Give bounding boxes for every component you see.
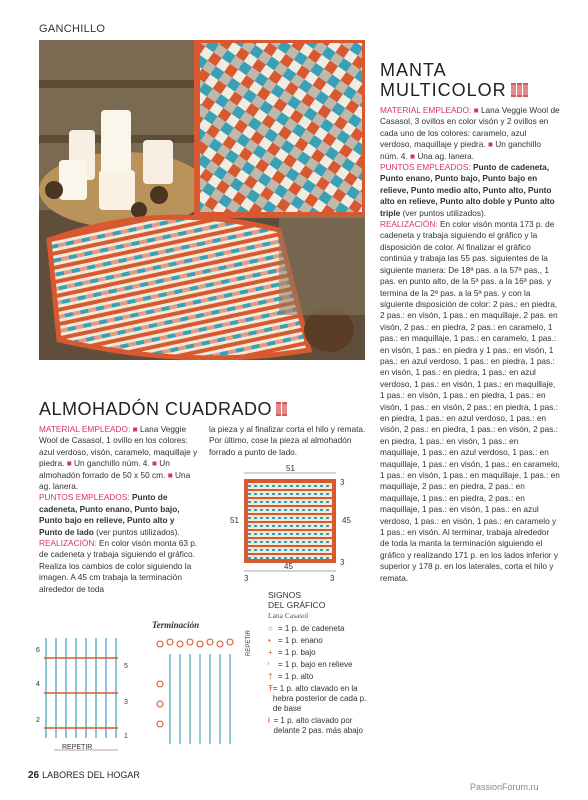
schematic-corner-br: 3 — [330, 574, 335, 583]
magazine-name: LABORES DEL HOGAR — [42, 770, 140, 780]
almohadon-material-text: Lana Veggie Wool de Casasol, 1 ovillo en los colores: azul verdoso, visón, caramelo, maquillaje y piedra. — [39, 424, 198, 469]
legend-symbol-icon: ○ — [268, 624, 273, 633]
manta-material-label: MATERIAL EMPLEADO: — [380, 105, 472, 115]
manta-title-line2: MULTICOLOR — [380, 80, 507, 100]
legend-item — [268, 672, 368, 682]
manta-title-line1: MANTA — [380, 60, 447, 80]
schematic-bottom: 45 — [284, 562, 293, 571]
almohadon-material-label: MATERIAL EMPLEADO: — [39, 424, 131, 434]
almohadon-hook-text: Un ganchillo núm. 4. — [74, 458, 150, 469]
almohadon-title — [39, 399, 288, 421]
legend-text: = 1 p. bajo en relieve — [278, 660, 353, 669]
manta-final-text: Al terminar, trabaja alrededor de toda la manta la terminación siguiendo el gráfico y realizando 171 p. en los lados inferior y superior y 178 p. en los laterales, corta el hilo y remata. — [380, 527, 559, 583]
schematic-left: 51 — [230, 516, 239, 525]
manta-realizacion-text: En color visón monta 173 p. de cadeneta y trabaja siguiendo el gráfico y la disposición de color. Al finalizar el gráfico continúa y trabaja las 55 pas. siguientes de la siguiente manera: De 18ª pas. a la 57ª pas., 1 pas. en punto alto, de la 5ª pas. a la 16ª pas. y termina de la 2ª pas. a la 5ª pas. y con la siguiente disposición de color: 2 pas.: en piedra, 2 pas.: en visón, 1 pas.: en maquillaje, 2 pas. en visón, 2 pas.: en piedra, 2 pas.: en caramelo, 1 pas.: en maquillaje, 1 pas.: en caramelo, 1 pas.: en visón, 1 pas.: en piedra y 1 pas.: en visón, 1 pas.: en azul verdoso, 1 pas.: en piedra, 1 pas.: en visón, 1 pas.: en piedra, 1 pas.: en azul verdoso, 1 pas.: en visón, 1 pas.: en maquillaje, 1 pas.: en visón, 1 pas.: en piedra, 1 pas.: en visón, 1 pas.: en visón, 2 pas.: en piedra, 1 pas.: en piedra, 1 pas.: en azul verdoso, 1 pas.: en visón, 2 pas.: en piedra, 1 pas.: en visón, 2 pas.: en piedra, 1 pas.: en visón, 1 pas.: en maquillaje, 1 pas.: en azul verdoso, 1 pas.: en maquillaje, 1 pas.: en visón, 1 pas.: en caramelo, 1 pas.: en visón, 1 pas.: en maquillaje, 1 pas.: en maquillaje, 2 pas.: en piedra, 2 pas.: en maquillaje, 1 pas.: en piedra, 2 pas.: en maquillaje, 1 pas.: en visón, 1 pas.: en azul verdoso, 1 pas.: en visón, 1 pas.: en caramelo y 1 pas.: en visón. — [380, 219, 560, 538]
legend-list — [268, 624, 368, 736]
almohadon-needle-text: Una ag. lanera. — [39, 469, 191, 492]
manta-hook-text: Un ganchillo núm. 4. — [380, 139, 541, 161]
schematic-corner-bl: 3 — [244, 574, 249, 583]
section-tag: GANCHILLO — [39, 23, 106, 35]
legend-item — [268, 624, 368, 634]
row-number: 2 — [36, 717, 40, 724]
legend-symbol-icon: ł — [268, 716, 270, 725]
legend-text: = 1 p. bajo — [278, 648, 316, 657]
almohadon-instructions: MATERIAL EMPLEADO: ■ Lana Veggie Wool de Casasol, 1 ovillo en los colores: azul verdoso, visón, caramelo, maquillaje y piedra. ■ Un ganchillo núm. 4. ■ Un almohadón forrado de 50 x 50 cm. ■ Una ag. lanera. PUNTOS EMPLEADOS: Punto de cadeneta, Punto enano, Punto bajo, Punto bajo en relieve, Punto alto y Punto de lado (ver puntos utilizados). REALIZACIÓN: En color visón monta 63 p. de cadeneta y trabaja siguiendo el gráfico. Realiza los cambios de color siguiendo la imagen. A 45 cm trabaja la terminación alrededor de toda — [39, 424, 198, 594]
legend-item — [268, 716, 368, 736]
manta-realizacion-label: REALIZACIÓN: — [380, 219, 438, 230]
manta-instructions: MATERIAL EMPLEADO: ■ Lana Veggie Wool de Casasol, 3 ovillos en color visón y 2 ovillos en cada uno de los colores: caramelo, azul verdoso, maquillaje y piedra. ■ Un ganchillo núm. 4. ■ Una ag. lanera. PUNTOS EMPLEADOS: Punto de cadeneta, Punto enano, Punto bajo, Punto bajo en relieve, Punto medio alto, Punto alto, Punto alto en relieve, Punto alto doble y Punto alto triple (ver puntos utilizados). REALIZACIÓN: En color visón monta 173 p. de cadeneta y trabaja siguiendo el gráfico y la disposición de color. Al finalizar el gráfico continúa y trabaja las 55 pas. siguientes de la siguiente manera: De 18ª pas. a la 57ª pas., 1 pas. en punto alto, de la 5ª pas. a la 16ª pas. y termina de la 2ª pas. a la 5ª pas. y con la siguiente disposición de color: 2 pas.: en piedra, 2 pas.: en visón, 1 pas.: en maquillaje, 2 pas. en visón, 2 pas.: en piedra, 2 pas.: en caramelo, 1 pas.: en maquillaje, 1 pas.: en caramelo, 1 pas.: en visón, 1 pas.: en piedra y 1 pas.: en visón, 1 pas.: en azul verdoso, 1 pas.: en piedra, 1 pas.: en visón, 1 pas.: en piedra, 1 pas.: en azul verdoso, 1 pas.: en visón, 1 pas.: en maquillaje, 1 pas.: en visón, 1 pas.: en piedra, 1 pas.: en visón, 1 pas.: en visón, 2 pas.: en piedra, 1 pas.: en piedra, 1 pas.: en azul verdoso, 1 pas.: en visón, 2 pas.: en piedra, 1 pas.: en visón, 2 pas.: en piedra, 1 pas.: en visón, 1 pas.: en maquillaje, 1 pas.: en azul verdoso, 1 pas.: en maquillaje, 1 pas.: en visón, 1 pas.: en caramelo, 1 pas.: en visón, 1 pas.: en maquillaje, 1 pas.: en maquillaje, 2 pas.: en piedra, 2 pas.: en maquillaje, 1 pas.: en piedra, 2 pas.: en maquillaje, 1 pas.: en visón, 1 pas.: en azul verdoso, 1 pas.: en visón, 1 pas.: en caramelo y 1 pas.: en visón. Al terminar, trabaja alrededor de toda la manta la terminación siguiendo el gráfico y realizando 171 p. en los lados inferior y superior y 178 p. en los laterales, corta el hilo y remata. — [380, 105, 560, 583]
legend-text: = 1 p. alto — [278, 672, 314, 681]
row-number: 1 — [124, 733, 128, 740]
watermark: PassionForum.ru — [470, 782, 539, 792]
legend-text: = 1 p. enano — [278, 636, 323, 645]
manta-puntos-suffix: (ver puntos utilizados). — [402, 207, 487, 218]
repetir-vertical-label: REPETIR — [246, 629, 252, 656]
manta-puntos-label: PUNTOS EMPLEADOS: — [380, 162, 471, 173]
schematic-corner-bottom: 3 — [340, 558, 345, 567]
legend-title-1: SIGNOS — [268, 590, 302, 600]
crochet-chart-left — [34, 618, 134, 763]
schematic-right: 45 — [342, 516, 351, 525]
row-number: 3 — [124, 699, 128, 706]
almohadon-cushion-text: Un almohadón forrado de 50 x 50 cm. — [39, 458, 170, 480]
almohadon-title-text: ALMOHADÓN CUADRADO — [39, 399, 273, 419]
legend-symbol-icon: † — [268, 672, 273, 681]
legend-item — [268, 648, 368, 658]
legend-text: = 1 p. alto clavado por delante 2 pas. más abajo — [273, 716, 363, 735]
almohadon-continuation-text: la pieza y al finalizar corta el hilo y remata. Por último, cose la pieza al almohadón forrado a punto de lado. — [209, 424, 366, 457]
almohadon-puntos-text: Punto de cadeneta, Punto enano, Punto bajo, Punto bajo en relieve, Punto alto y Punto de lado — [39, 492, 180, 537]
schematic-top: 51 — [286, 465, 295, 473]
almohadon-realizacion-text: En color visón monta 63 p. de cadeneta y trabaja siguiendo el gráfico. Realiza los cambios de color siguiendo la imagen. A 45 cm trabaja la terminación alrededor de toda — [39, 538, 198, 594]
legend-brand: Lana Casasol — [268, 611, 309, 620]
manta-needle-text: Una ag. lanera. — [417, 150, 475, 161]
legend-symbol-icon: • — [268, 636, 271, 645]
legend-item — [268, 636, 368, 646]
page-footer — [28, 770, 140, 781]
legend-text: = 1 p. alto clavado en la hebra posterior de cada p. de base — [272, 684, 367, 713]
legend-item — [268, 660, 368, 670]
manta-title — [380, 60, 529, 101]
almohadon-puntos-suffix: (ver puntos utilizados). — [96, 526, 180, 537]
page-number: 26 — [28, 770, 40, 781]
legend-symbol-icon: Ŧ — [268, 684, 273, 693]
cushion-schematic — [230, 465, 360, 590]
manta-material-text: Lana Veggie Wool de Casasol, 3 ovillos en color visón y 2 ovillos en cada uno de los colores: caramelo, azul verdoso, maquillaje y piedra. — [380, 105, 560, 150]
almohadon-continuation — [209, 424, 369, 458]
row-number: 6 — [36, 647, 40, 654]
almohadon-puntos-label: PUNTOS EMPLEADOS: — [39, 492, 130, 503]
legend-text: = 1 p. de cadeneta — [278, 624, 345, 633]
almohadon-realizacion-label: REALIZACIÓN: — [39, 538, 97, 549]
manta-puntos-text: Punto de cadeneta, Punto enano, Punto bajo, Punto bajo en relieve, Punto medio alto, Punto alto, Punto alto en relieve, Punto alto doble y Punto alto triple — [380, 162, 555, 218]
repetir-label: REPETIR — [62, 744, 93, 751]
legend — [268, 590, 368, 736]
product-photo — [39, 40, 365, 360]
yarn-spool-icon — [511, 81, 529, 101]
legend-symbol-icon: ᶧ — [268, 660, 270, 669]
legend-symbol-icon: + — [268, 648, 273, 657]
crochet-chart-terminacion — [150, 629, 252, 759]
photo-illustration — [39, 40, 365, 360]
row-number: 4 — [36, 681, 40, 688]
schematic-corner-top: 3 — [340, 478, 345, 487]
legend-item — [268, 684, 368, 714]
terminacion-label: Terminación — [152, 620, 200, 630]
legend-title-2: DEL GRÁFICO — [268, 600, 326, 610]
row-number: 5 — [124, 663, 128, 670]
yarn-spool-icon — [276, 400, 288, 421]
